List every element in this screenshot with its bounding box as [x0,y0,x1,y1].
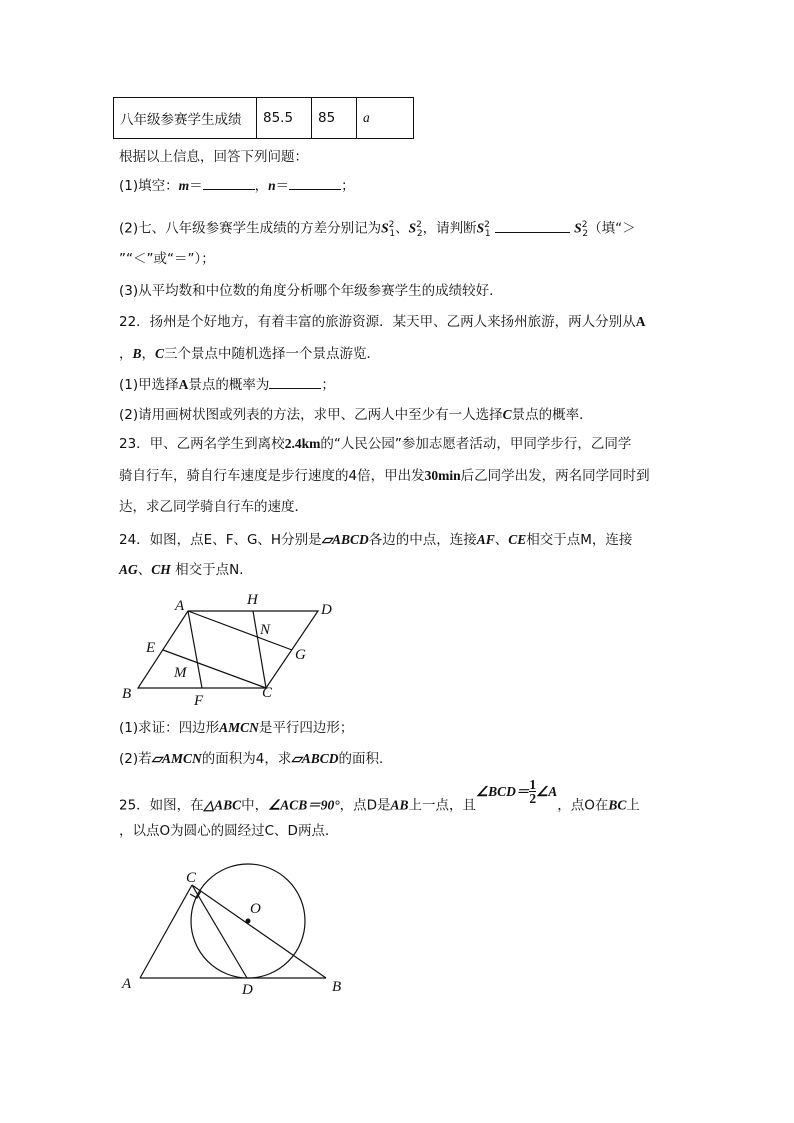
label-n: N [260,622,271,638]
text-line: ，以点O为圆心的圆经过C、D两点． [119,823,339,839]
label-c: C [186,870,197,886]
text-line: 25．如图，在△ABC中，∠ACB＝90°，点D是AB上一点，且$\angle BCD=\frac{1}{2}$ ∠A，点O在BC上 [119,777,640,814]
text-line: (2)请用画树状图或列表的方法，求甲、乙两人中至少有一人选择C景点的概率． [119,407,593,423]
text-line: (2)若▱AMCN的面积为4，求▱ABCD的面积． [119,751,393,767]
cell: 85 [312,98,357,139]
label-o: O [250,901,261,917]
text-line: 达，求乙同学骑自行车的速度． [119,499,308,515]
text-line: ，B，C三个景点中随机选择一个景点游览． [119,346,381,362]
text-line: 24．如图，点E、F、G、H分别是▱ABCD各边的中点，连接AF、CE相交于点M，连接 [119,532,633,548]
text-line: (1)填空：m＝ ，n＝ ； [119,178,355,194]
label-m: M [174,665,187,681]
label-f: F [194,693,204,709]
text-line: 骑自行车，骑自行车速度是步行速度的4倍，甲出发30min后乙同学出发，两名同学同时到 [119,468,650,484]
label-b: B [122,686,132,702]
text-line: 22．扬州是个好地方，有着丰富的旅游资源．某天甲、乙两人来扬州旅游，两人分别从A [119,314,646,330]
text-line: (3)从平均数和中位数的角度分析哪个年级参赛学生的成绩较好． [119,283,503,299]
row-label: 八年级参赛学生成绩 [114,98,257,139]
label-c: C [262,685,273,701]
text-line: 根据以上信息，回答下列问题： [119,149,308,165]
text-line: (2)七、八年级参赛学生成绩的方差分别记为$S^2_1$、$S^2_2$，请判断$S^2_1$ $S^2_2$（填“＞ [119,220,636,240]
label-b: B [332,979,342,995]
label-d: D [242,982,253,998]
cell: a [357,98,414,139]
label-e: E [146,640,156,656]
text-line: 23．甲、乙两名学生到离校2.4km的“人民公园”参加志愿者活动，甲同学步行，乙同学 [119,436,632,452]
text-line: ”“＜”或“＝”）； [119,251,215,267]
label-d: D [321,602,332,618]
text-line: AG、CH 相交于点N. [119,562,244,578]
label-a: A [122,976,132,992]
label-g: G [295,647,306,663]
label-h: H [247,592,258,608]
cell: 85.5 [257,98,312,139]
label-a: A [175,598,185,614]
text-line: (1)求证：四边形AMCN是平行四边形； [119,720,354,736]
text-line: (1)甲选择A景点的概率为 ； [119,377,335,393]
